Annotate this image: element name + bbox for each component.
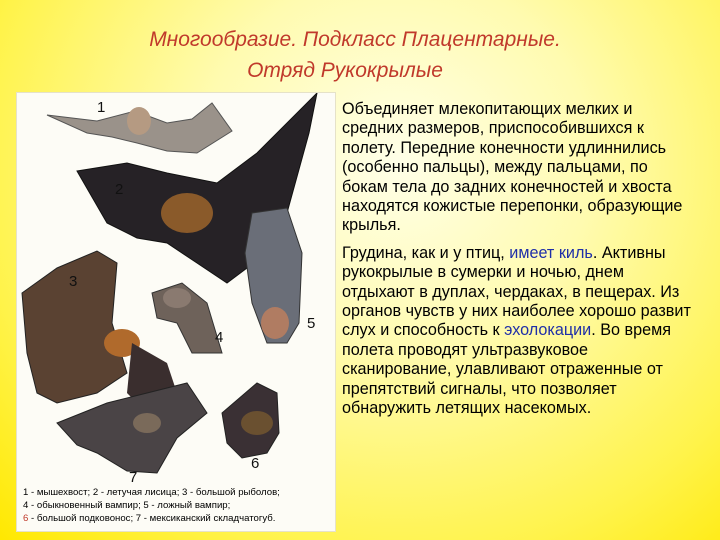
paragraph-2 (342, 244, 692, 419)
legend-number-6: 6 (23, 513, 29, 524)
paragraph-1: Объединяет млекопитающих мелких и средних размеров, приспособившихся к полету. Передние конечности удлиннились (особенно пальцы), между пальцами, по бокам тела до задних конечностей и хвоста находятся кожистые перепонки, образующие крылья. (342, 100, 683, 235)
figure-number-1: 1 (97, 99, 106, 116)
figure-number-7: 7 (129, 469, 138, 486)
paragraph-2-start: Грудина, как и у птиц, (342, 243, 510, 262)
bats-illustration (16, 92, 336, 532)
legend-line-2: 4 - обыкновенный вампир; 5 - ложный вампир; (23, 500, 231, 511)
legend-line-3 (23, 512, 331, 525)
paragraph-2-end: . Во время полета проводят ультразвуковое сканирование, улавливают отраженные от препятствий сигналы, что позволяет обнаружить летящих насекомых. (342, 321, 672, 418)
link-keel[interactable]: имеет киль (509, 243, 593, 262)
bat-5-icon (245, 208, 302, 343)
bats-drawing (17, 93, 335, 531)
bat-3-icon (22, 251, 177, 413)
legend-line-3-text: - большой подковонос; 7 - мексиканский складчатогуб. (28, 513, 276, 524)
figure-number-5: 5 (307, 315, 316, 332)
bat-4-icon (152, 283, 222, 353)
paragraph-2-middle: . Активны рукокрылые в сумерки и ночью, днем отдыхают в дуплах, чердаках, в пещерах. Из органов чувств у них наиболее хорошо развит слух и способность к (342, 243, 691, 340)
slide-title-line2: Отряд Рукокрылые (247, 59, 443, 82)
figure-number-2: 2 (115, 181, 124, 198)
figure-number-3: 3 (69, 273, 78, 290)
bat-1-icon (47, 103, 232, 153)
link-echolocation[interactable]: эхолокации (504, 321, 592, 340)
slide-title-line1: Многообразие. Подкласс Плацентарные. (149, 28, 561, 51)
bat-6-icon (222, 383, 279, 458)
figure-number-6: 6 (251, 455, 260, 472)
figure-number-4: 4 (215, 329, 224, 346)
figure-legend (23, 486, 331, 525)
body-text (342, 100, 692, 427)
legend-line-1: 1 - мышехвост; 2 - летучая лисица; 3 - большой рыболов; (23, 487, 280, 498)
